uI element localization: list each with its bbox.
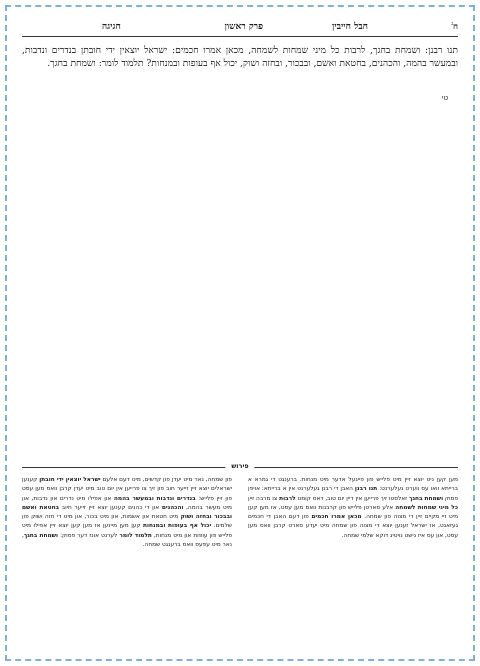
header-rule <box>22 36 458 37</box>
commentary-keyword: בחטאת ואשם ובבכור ובחזה ושוק <box>22 504 232 521</box>
commentary-text: מען קען ניט יוצא זיין מיט פלייש פון פייגעל אדער מיט מנחות. ברענגט די גמרא א ברייתא וואו עס ווערט געלערנט: <box>248 477 458 493</box>
commentary-keyword: תלמוד לומר <box>119 532 152 539</box>
header-section: חבל חייבין <box>331 22 368 32</box>
commentary-label: פירוש <box>225 462 254 470</box>
commentary-text: צו מרבה זיין <box>248 495 280 502</box>
header-title: חגיגה <box>102 22 121 32</box>
commentary-keyword: ושמחת בחגך <box>23 532 59 539</box>
commentary-text: אלע סארטן פלייש פון קרבנות וואס מען עסט, אז מען קען מיט זיי מקיים זיין די מצוה פון שמחה. <box>248 504 458 521</box>
commentary-text: מיט חטאת און אשמות, און מיט בכור, און מיט די חזה ושוק פון שלמים. <box>22 514 232 530</box>
commentary-divider <box>22 462 458 472</box>
commentary-keyword: והכהנים <box>161 504 184 511</box>
commentary-keyword: ישראל יוצאין ידי חובתן <box>39 477 101 483</box>
commentary-text: זאלסטו זיך פרייען אין דיין יום טוב, דאס קומט <box>295 495 410 502</box>
commentary-keyword: לרבות <box>279 495 296 502</box>
commentary-keyword: יכול אף בעופות ובמנחות <box>143 523 212 530</box>
commentary-keyword: מכאן אמרו חכמים <box>311 514 362 521</box>
commentary-keyword: ושמחת בחגך <box>409 495 444 502</box>
main-text: תנו רבנן: ושמחת בחגך, לרבות כל מיני שמחות לשמחה, מכאן אמרו חכמים: ישראל יוצאין ידי חובתן בנדרים ונדבות, ובמעשר בהמה, והכהנים, בחטאת ואשם, ובבכור, ובחזה ושוק, יכול אף בעופות ובמנחות? תלמוד לומר: ושמחת בחגך. <box>22 45 458 69</box>
commentary-text: האבן די רבנן געלערנט אין א ברייתא: אויפן פסוק <box>248 486 458 502</box>
commentary-left-column <box>22 476 232 656</box>
commentary-text: פון שמחה, נאר מיט יעדן פון קדשים, מיט דעם אלעם <box>100 477 232 483</box>
commentary-text: , נאר מיט עפעס וואס ברענגט שמחה. <box>22 532 232 549</box>
commentary-text: און אפילו מיט נדרים און נדבות, און מיט מעשר בהמה, <box>22 495 232 511</box>
commentary-text: לערנט אונז דער פסוק: <box>58 532 120 539</box>
running-header <box>22 17 458 37</box>
commentary-text: און די כהנים קענען יוצא זיין זייער חיוב <box>59 504 162 511</box>
commentary-text: פון דעם האבן די חכמים געזאגט, אז ישראל זענען יוצא די מצוה פון שמחה מיט יעדע סארט קרבן וואס מען עסט, און עס איז נישט נויטיג דוקא שלמי שמחה. <box>248 514 458 539</box>
commentary-text: קענען ישראלים יוצא זיין זייער חוב פון זיך צו פרייען אין יום טוב מיט יעדן קרבן וואס מען עסט פון זיין פלייש: <box>22 477 232 502</box>
commentary-keyword: בנדרים ונדבות ובמעשר בהמה <box>113 495 196 502</box>
commentary-keyword: תנו רבנן <box>354 486 378 493</box>
header-chapter: פרק ראשון <box>224 22 263 32</box>
commentary-keyword: כל מיני שמחות לשמחה <box>395 504 458 511</box>
commentary-text: קען מען מיינען אז מען קען יוצא זיין אפילו מיט פלייש פון עופות און מיט מנחות, <box>22 523 232 539</box>
commentary-right-column <box>248 476 458 656</box>
page-number: ח$^ג$ <box>451 21 458 32</box>
margin-marker: טי <box>441 94 448 102</box>
